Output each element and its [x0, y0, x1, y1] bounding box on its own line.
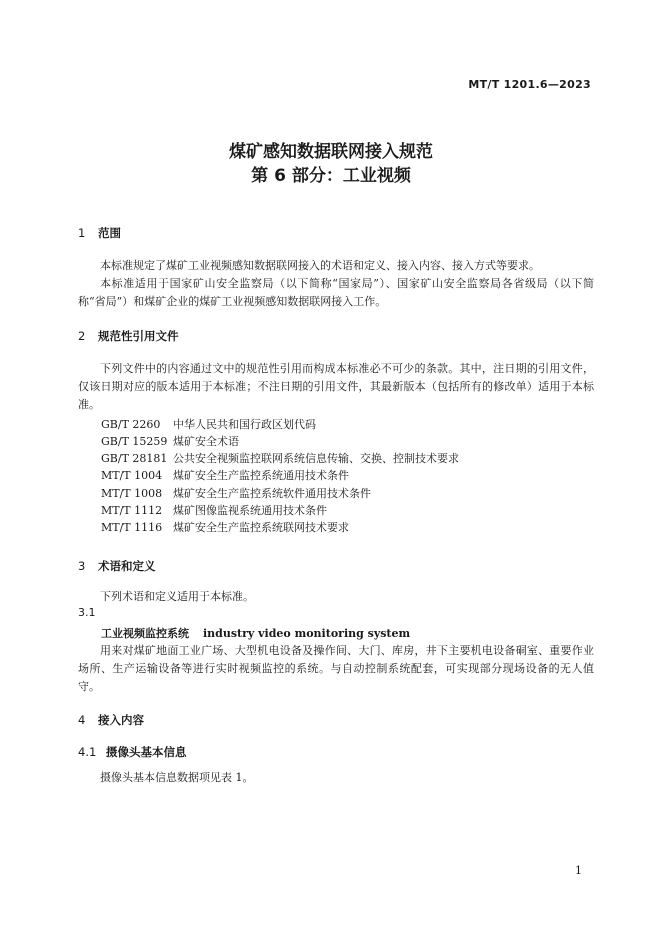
subsection-number: 4.1	[78, 745, 97, 759]
reference-item	[101, 450, 459, 466]
reference-name: 煤矿图像监视系统通用技术条件	[173, 504, 327, 517]
reference-code: MT/T 1112	[101, 504, 163, 517]
reference-name: 中华人民共和国行政区划代码	[173, 418, 316, 431]
section-number: 3	[78, 559, 86, 573]
section-2-heading	[78, 328, 179, 344]
scope-paragraph-2: 本标准适用于国家矿山安全监察局（以下简称“国家局”）、国家矿山安全监察局各省级局（以下简称“省局”）和煤矿企业的煤矿工业视频感知数据联网接入工作。	[78, 277, 594, 308]
section-1-heading	[78, 225, 121, 241]
reference-code: GB/T 2260	[101, 418, 161, 431]
reference-code: MT/T 1116	[101, 521, 163, 534]
term-chinese: 工业视频监控系统	[101, 627, 189, 640]
term-heading	[101, 625, 410, 641]
subsection-4-1-heading	[78, 744, 187, 760]
reference-item	[101, 519, 349, 535]
standard-number: MT/T 1201.6—2023	[468, 78, 591, 91]
terms-intro-paragraph: 下列术语和定义适用于本标准。	[100, 590, 254, 603]
reference-code: MT/T 1004	[101, 469, 163, 482]
section-number: 4	[78, 713, 86, 727]
camera-info-paragraph: 摄像头基本信息数据项见表 1。	[100, 771, 254, 784]
reference-code: GB/T 28181	[101, 452, 168, 465]
section-3-heading	[78, 558, 156, 574]
reference-item	[101, 467, 349, 483]
reference-name: 煤矿安全生产监控系统联网技术要求	[173, 521, 349, 534]
references-paragraph: 下列文件中的内容通过文中的规范性引用而构成本标准必不可少的条款。其中，注日期的引用文件，仅该日期对应的版本适用于本标准；不注日期的引用文件，其最新版本（包括所有的修改单）适用于本标准。	[78, 362, 594, 411]
section-number: 2	[78, 329, 86, 343]
section-title: 规范性引用文件	[98, 329, 179, 343]
reference-name: 煤矿安全生产监控系统通用技术条件	[173, 469, 349, 482]
subsection-title: 摄像头基本信息	[106, 745, 187, 759]
reference-item	[101, 485, 371, 501]
reference-item	[101, 433, 239, 449]
reference-item	[101, 502, 327, 518]
reference-item	[101, 416, 316, 432]
section-number: 1	[78, 226, 86, 240]
scope-paragraph-1: 本标准规定了煤矿工业视频感知数据联网接入的术语和定义、接入内容、接入方式等要求。	[100, 259, 540, 272]
section-4-heading	[78, 712, 144, 728]
section-title: 术语和定义	[98, 559, 156, 573]
reference-name: 公共安全视频监控联网系统信息传输、交换、控制技术要求	[173, 452, 459, 465]
section-title: 接入内容	[98, 713, 144, 727]
section-title: 范围	[98, 226, 121, 240]
clause-number: 3.1	[78, 606, 96, 619]
reference-code: GB/T 15259	[101, 435, 168, 448]
term-definition: 用来对煤矿地面工业广场、大型机电设备及操作间、大门、库房，井下主要机电设备硐室、重要作业场所、生产运输设备等进行实时视频监控的系统。与自动控制系统配套，可实现部分现场设备的无人值守。	[78, 644, 594, 693]
reference-name: 煤矿安全生产监控系统软件通用技术条件	[173, 487, 371, 500]
reference-name: 煤矿安全术语	[173, 435, 239, 448]
reference-code: MT/T 1008	[101, 487, 163, 500]
document-subtitle: 第 6 部分：工业视频	[251, 166, 411, 186]
page-number: 1	[575, 864, 582, 877]
document-title: 煤矿感知数据联网接入规范	[229, 142, 433, 162]
term-english: industry video monitoring system	[203, 627, 411, 640]
